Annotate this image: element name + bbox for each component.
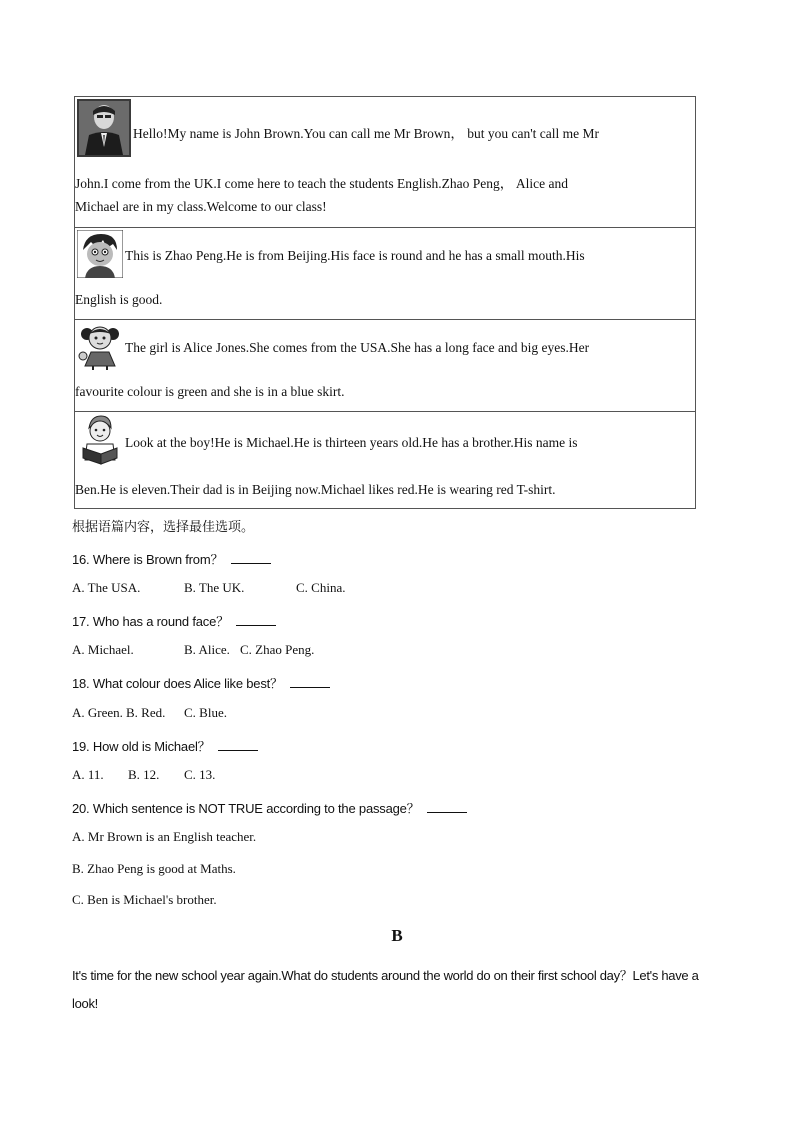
- question-text: Which sentence is NOT TRUE according to the passage？: [92, 801, 420, 816]
- answer-blank[interactable]: [218, 738, 258, 751]
- passage-line: Hello!My name is John Brown.You can call me Mr Brown， but you can't call me Mr: [133, 126, 599, 141]
- option-a: A. 11.: [72, 767, 104, 782]
- passage-row-john-brown: [75, 97, 695, 228]
- question-number: 20.: [72, 801, 90, 816]
- man-in-suit-portrait-icon: [77, 99, 131, 157]
- boy-reading-cartoon-icon: [77, 414, 123, 466]
- question-19: [72, 736, 258, 755]
- option-c: C. Zhao Peng.: [240, 642, 315, 657]
- question-number: 19.: [72, 739, 90, 754]
- girl-cartoon-icon: [77, 322, 123, 370]
- option-b: B. The UK.: [184, 580, 245, 595]
- question-number: 16.: [72, 552, 90, 567]
- passage-line: The girl is Alice Jones.She comes from the USA.She has a long face and big eyes.Her: [125, 340, 590, 355]
- answer-blank[interactable]: [231, 551, 271, 564]
- question-20: [72, 798, 467, 817]
- option-b: B. Alice.: [184, 642, 230, 657]
- question-text: Who has a round face？: [92, 614, 229, 629]
- section-b-paragraph-line: It's time for the new school year again.What do students around the world do on their first school day？Let's have a: [72, 968, 699, 983]
- boy-cartoon-icon: [77, 230, 123, 278]
- question-text: Where is Brown from？: [92, 552, 224, 567]
- section-b-paragraph-line: look!: [72, 996, 98, 1011]
- option-a: A. Green.: [72, 705, 123, 720]
- passage-row-zhao-peng: [75, 228, 695, 320]
- option-c: C. China.: [296, 580, 346, 595]
- option-b: B. 12.: [128, 767, 160, 782]
- section-b-title: B: [391, 926, 403, 945]
- passage-line: Look at the boy!He is Michael.He is thirteen years old.He has a brother.His name is: [125, 435, 578, 450]
- passage-line: Ben.He is eleven.Their dad is in Beijing now.Michael likes red.He is wearing red T-shirt.: [75, 482, 556, 497]
- option-b: B. Red.: [126, 705, 166, 720]
- passage-line: favourite colour is green and she is in a blue skirt.: [75, 384, 345, 399]
- question-number: 17.: [72, 614, 90, 629]
- question-text: How old is Michael？: [92, 739, 211, 754]
- option-c: C. Blue.: [184, 705, 227, 720]
- passage-line: John.I come from the UK.I come here to teach the students English.Zhao Peng， Alice and: [75, 176, 568, 191]
- option-b: B. Zhao Peng is good at Maths.: [72, 861, 236, 876]
- passage-line: English is good.: [75, 292, 163, 307]
- question-text: What colour does Alice like best？: [92, 676, 283, 691]
- passage-table: [74, 96, 696, 509]
- option-c: C. Ben is Michael's brother.: [72, 892, 217, 907]
- passage-row-alice-jones: [75, 320, 695, 412]
- passage-line: This is Zhao Peng.He is from Beijing.His face is round and he has a small mouth.His: [125, 248, 585, 263]
- answer-blank[interactable]: [236, 613, 276, 626]
- question-16: [72, 549, 271, 568]
- option-a: A. Mr Brown is an English teacher.: [72, 829, 257, 844]
- option-a: A. Michael.: [72, 642, 134, 657]
- instruction-text: 根据语篇内容，选择最佳选项。: [72, 520, 255, 535]
- question-number: 18.: [72, 676, 90, 691]
- question-18: [72, 673, 330, 692]
- question-17: [72, 611, 276, 630]
- option-a: A. The USA.: [72, 580, 141, 595]
- answer-blank[interactable]: [427, 800, 467, 813]
- option-c: C. 13.: [184, 767, 216, 782]
- answer-blank[interactable]: [290, 675, 330, 688]
- passage-row-michael: [75, 412, 695, 508]
- passage-line: Michael are in my class.Welcome to our class!: [75, 199, 327, 214]
